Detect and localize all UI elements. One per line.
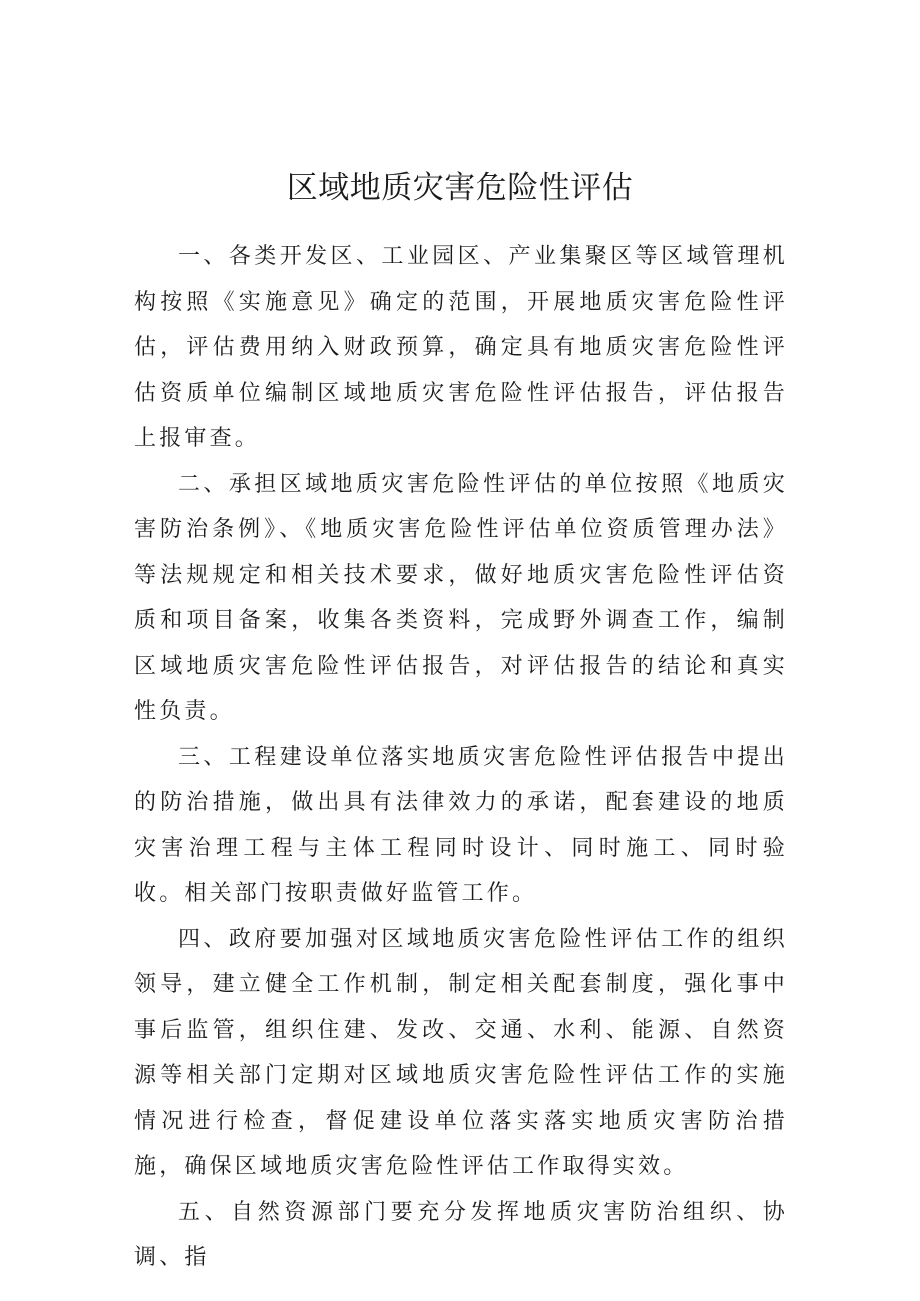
paragraph-1: 一、各类开发区、工业园区、产业集聚区等区域管理机构按照《实施意见》确定的范围，开展地质灾害危险性评估，评估费用纳入财政预算，确定具有地质灾害危险性评估资质单位编制区域地质灾害危险性评估报告，评估报告上报审查。	[134, 244, 788, 451]
document-title: 区域地质灾害危险性评估	[286, 169, 634, 206]
paragraph-4: 四、政府要加强对区域地质灾害危险性评估工作的组织领导，建立健全工作机制，制定相关配套制度，强化事中事后监管，组织住建、发改、交通、水利、能源、自然资源等相关部门定期对区域地质灾害危险性评估工作的实施情况进行检查，督促建设单位落实落实地质灾害防治措施，确保区域地质灾害危险性评估工作取得实效。	[134, 926, 788, 1179]
paragraph-5: 五、自然资源部门要充分发挥地质灾害防治组织、协调、指	[134, 1199, 788, 1270]
document-body	[134, 234, 788, 1281]
paragraph-3: 三、工程建设单位落实地质灾害危险性评估报告中提出的防治措施，做出具有法律效力的承诺，配套建设的地质灾害治理工程与主体工程同时设计、同时施工、同时验收。相关部门按职责做好监管工作。	[134, 744, 788, 906]
paragraph-2: 二、承担区域地质灾害危险性评估的单位按照《地质灾害防治条例》、《地质灾害危险性评估单位资质管理办法》等法规规定和相关技术要求，做好地质灾害危险性评估资质和项目备案，收集各类资料，完成野外调查工作，编制区域地质灾害危险性评估报告，对评估报告的结论和真实性负责。	[134, 471, 788, 724]
